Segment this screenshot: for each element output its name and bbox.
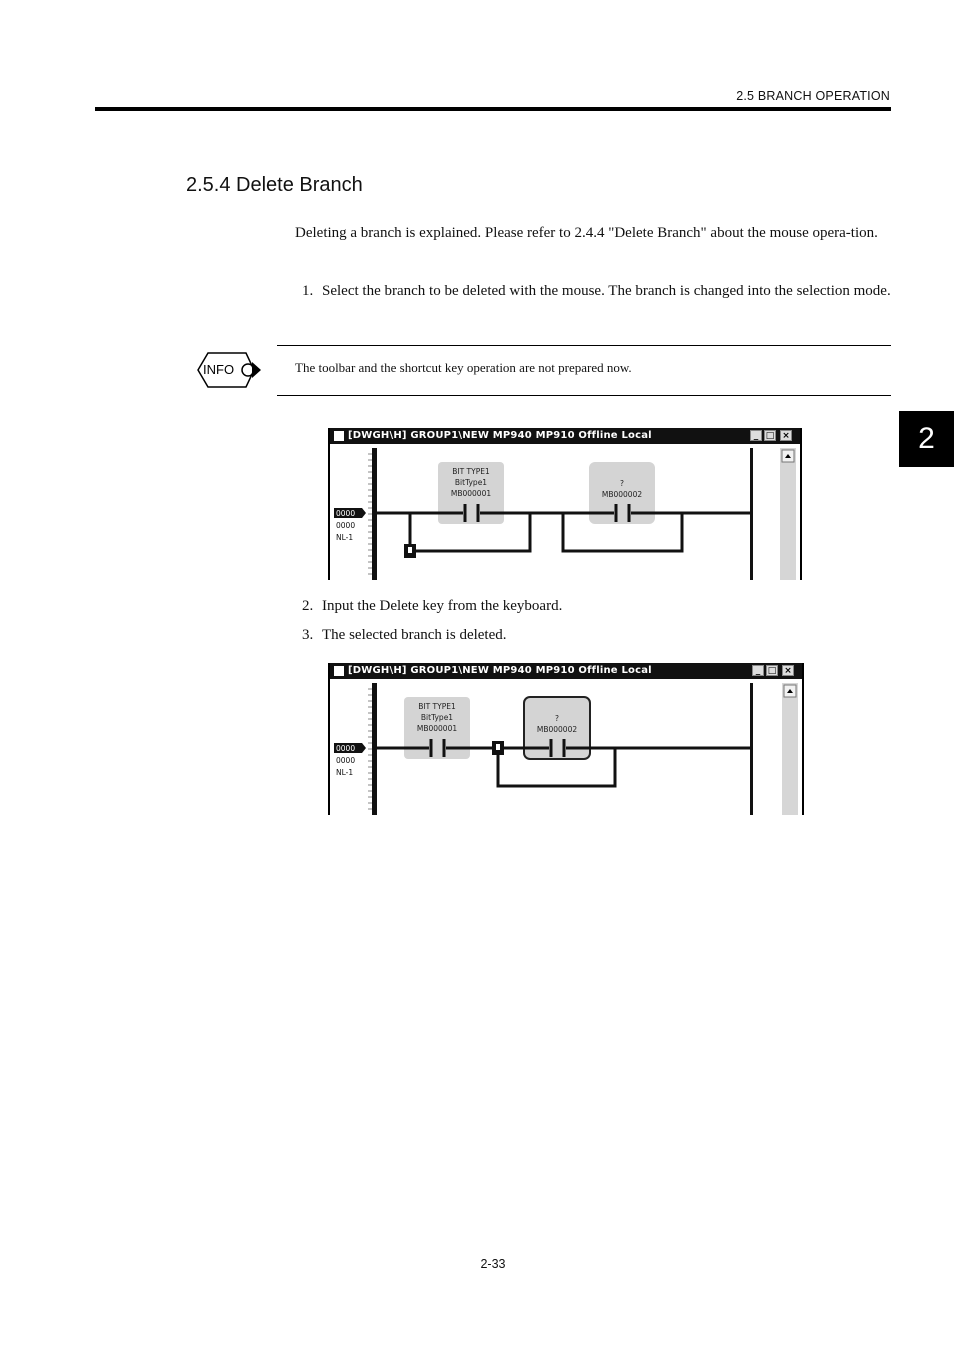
contact-1-address: MB000001 [450, 489, 492, 498]
window-menu-icon[interactable] [334, 666, 344, 676]
info-top-rule [277, 345, 891, 346]
close-button[interactable]: × [782, 665, 794, 676]
intro-paragraph: Deleting a branch is explained. Please refer to 2.4.4 "Delete Branch" about the mouse opera-tion. [295, 225, 878, 241]
contact-1-type: BIT TYPE1 [418, 702, 456, 711]
ladder-window-after [328, 663, 804, 815]
section-title: 2.5.4 Delete Branch [186, 174, 363, 196]
header-rule [95, 107, 891, 111]
window-title: [DWGH\H] GROUP1\NEW MP940 MP910 Offline Local [348, 665, 652, 676]
info-badge-icon [196, 350, 264, 390]
rung-step: 0000 [336, 521, 356, 530]
maximize-button[interactable]: □ [767, 666, 777, 676]
rung-number: 0000 [336, 509, 356, 518]
chapter-tab: 2 [899, 411, 954, 467]
ladder-window-before [328, 428, 802, 580]
vertical-scrollbar[interactable] [780, 448, 796, 580]
info-badge-label: INFO [203, 362, 235, 377]
maximize-button[interactable]: □ [765, 431, 775, 441]
rung-number: 0000 [336, 744, 356, 753]
contact-2-comment: ? [555, 714, 559, 723]
contact-2-address: MB000002 [536, 725, 578, 734]
step-3 [295, 623, 891, 649]
step-number: 2. [302, 598, 314, 614]
step-text: The selected branch is deleted. [322, 627, 507, 643]
contact-1-address: MB000001 [416, 724, 458, 733]
step-number: 3. [302, 627, 314, 643]
close-button[interactable]: × [780, 430, 792, 441]
rung-nl: NL-1 [336, 768, 354, 777]
contact-1-comment: BitType1 [420, 713, 454, 722]
window-titlebar[interactable] [330, 663, 802, 679]
window-titlebar[interactable] [330, 428, 800, 444]
minimize-button[interactable]: _ [750, 430, 762, 441]
step-2 [295, 594, 891, 620]
rung-nl: NL-1 [336, 533, 354, 542]
window-menu-icon[interactable] [334, 431, 344, 441]
contact-1-comment: BitType1 [454, 478, 488, 487]
contact-2-comment: ? [620, 479, 624, 488]
running-header: 2.5 BRANCH OPERATION [736, 89, 890, 103]
contact-2-address: MB000002 [601, 490, 643, 499]
vertical-scrollbar[interactable] [782, 683, 798, 815]
contact-1-type: BIT TYPE1 [452, 467, 490, 476]
step-text: Input the Delete key from the keyboard. [322, 598, 563, 614]
info-text: The toolbar and the shortcut key operation are not prepared now. [295, 360, 632, 375]
step-text: Select the branch to be deleted with the mouse. The branch is changed into the selection mode. [322, 283, 891, 299]
step-1 [295, 279, 891, 329]
page-number: 2-33 [480, 1257, 506, 1271]
ladder-diagram [330, 444, 800, 580]
ladder-diagram [330, 679, 802, 815]
step-number: 1. [302, 283, 314, 299]
rung-step: 0000 [336, 756, 356, 765]
minimize-button[interactable]: _ [752, 665, 764, 676]
window-title: [DWGH\H] GROUP1\NEW MP940 MP910 Offline Local [348, 430, 652, 441]
info-bottom-rule [277, 395, 891, 396]
